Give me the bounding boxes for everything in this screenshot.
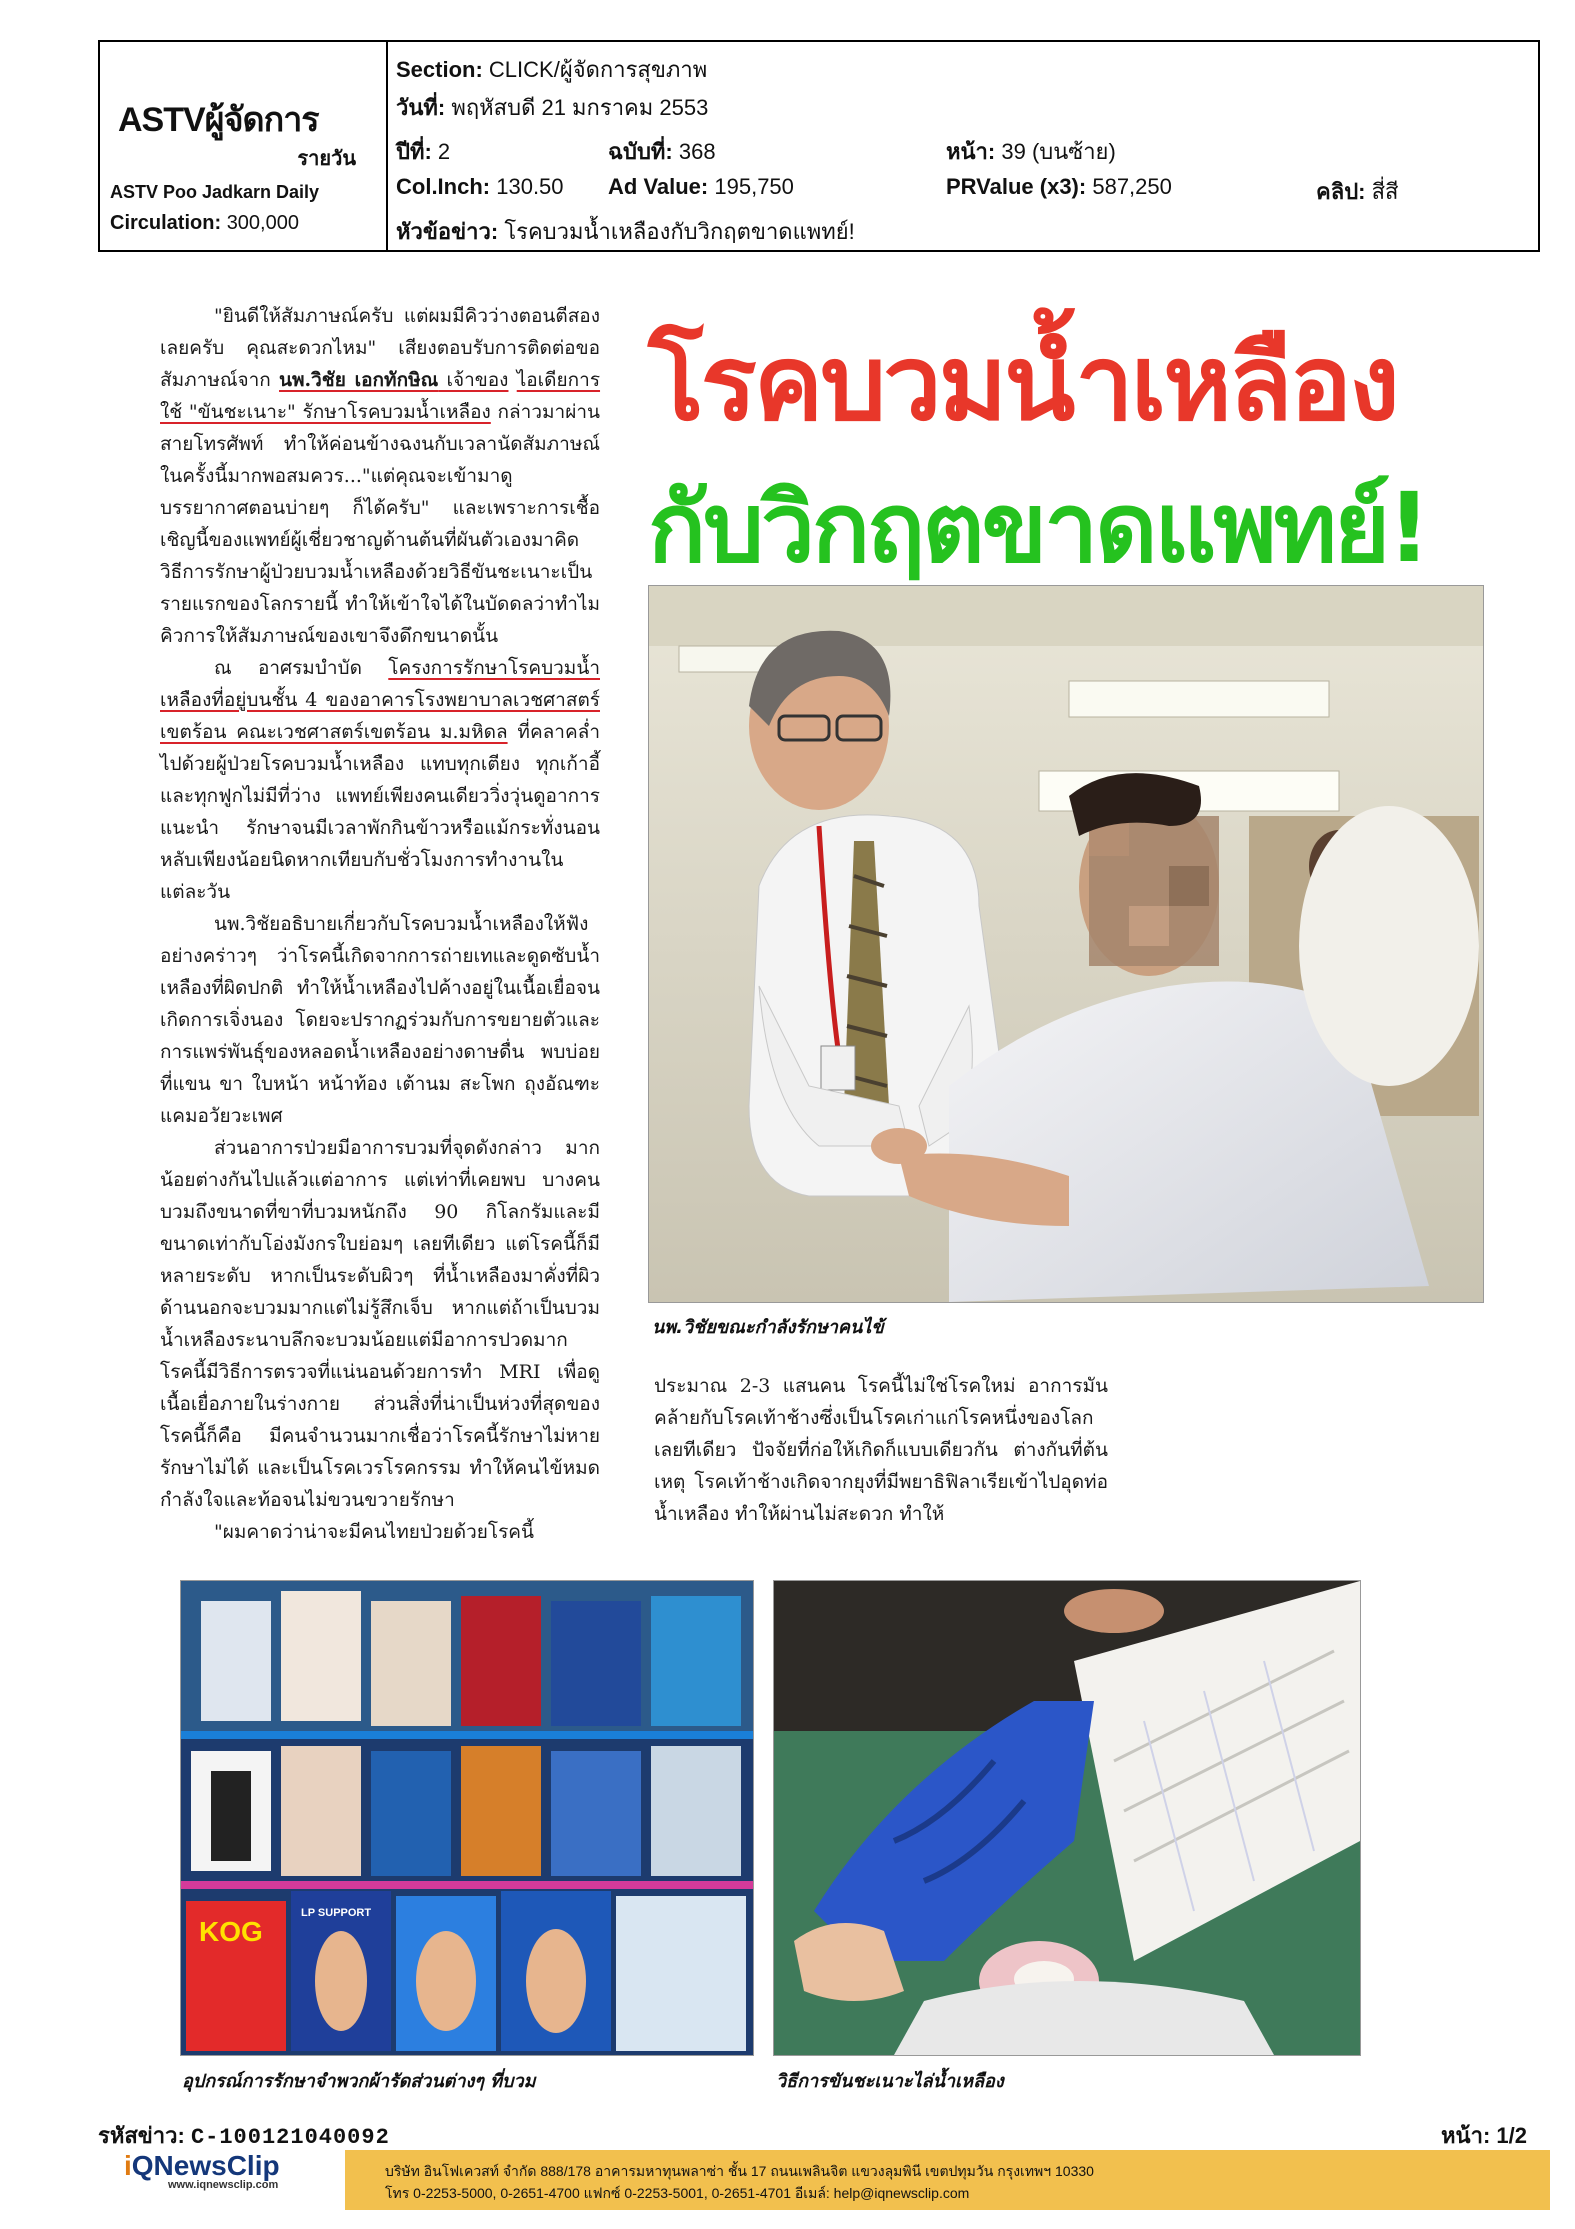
page-label: หน้า: [946,139,996,164]
clip-field [1316,174,1398,209]
article-title-line1: โรคบวมน้ำเหลือง [648,322,1397,444]
p2-text-b: โครงการรักษาโรคบวมน้ำเหลืองที่อยู่บนชั้น 4 ของอาคารโรงพยาบาลเวชศาสตร์เขตร้อน คณะเวชศาสตร์เขตร้อน ม.มหิดล [160,657,600,743]
date-label: วันที่: [396,95,446,120]
page-value: 39 (บนซ้าย) [1001,139,1116,164]
advalue-field [608,174,794,200]
issue-field [608,134,716,169]
advalue-label: Ad Value: [608,174,709,199]
brand-i: i [124,2150,132,2181]
page-number [1441,2118,1527,2153]
p1-text-a: "ยินดีให้สัมภาษณ์ครับ แต่ผมมีคิวว่างตอนตีสองเลยครับ คุณสะดวกไหม" เสียงตอบรับการติดต่อขอสัมภาษณ์จาก [160,305,600,391]
circulation-label: Circulation: [110,212,222,234]
paragraph-5: "ผมคาดว่าน่าจะมีคนไทยป่วยด้วยโรคนี้ [214,1521,534,1543]
news-code [98,2118,390,2153]
photo-doctor-treating-patient [648,585,1484,1303]
headline-label: หัวข้อข่าว: [396,219,499,244]
article-column-left [160,300,600,1548]
caption-leg: วิธีการขันชะเนาะไล่น้ำเหลือง [776,2071,1004,2092]
section-value: CLICK/ผู้จัดการสุขภาพ [488,57,708,82]
headline-value: โรคบวมน้ำเหลืองกับวิกฤตขาดแพทย์! [504,219,855,244]
kog-brand-text: KOG [199,1916,263,1947]
newspaper-logo [118,92,378,174]
iqnewsclip-brand [124,2150,280,2182]
p2-text-c: ที่คลาคล่ำไปด้วยผู้ป่วยโรคบวมน้ำเหลือง แทบทุกเตียง ทุกเก้าอี้ และทุกฟูกไม่มีที่ว่าง แพทย์เพียงคนเดียววิ่งวุ่นดูอาการ แนะนำ รักษาจนมีเวลาพักกินข้าวหรือแม้กระทั่งนอนหลับเพียงน้อยนิดหากเทียบกับชั่วโมงการทำงานในแต่ละวัน [160,721,600,903]
p1-text-c: เจ้าของ [438,369,509,391]
article-title-line2: กับวิกฤตขาดแพทย์! [648,472,1428,584]
clip-value: สี่สี [1371,179,1399,204]
p1-text-e: กล่าวมาผ่านสายโทรศัพท์ ทำให้ค่อนข้างฉงนกับเวลานัดสัมภาษณ์ในครั้งนี้มากพอสมควร..."แต่คุณจะเข้ามาดูบรรยากาศตอนบ่ายๆ ก็ได้ครับ" และเพราะการเชื้อเชิญนี้ของแพทย์ผู้เชี่ยวชาญด้านต้นที่ผันตัวเองมาคิดวิธีการรักษาผู้ป่วยบวมน้ำเหลืองด้วยวิธีขันชะเนาะเป็นรายแรกของโลกรายนี้ ทำให้เข้าใจได้ในบัดดลว่าทำไมคิวการให้สัมภาษณ์ของเขาจึงดึกขนาดนั้น [160,401,600,647]
header-divider [386,42,388,250]
clip-label: คลิป: [1316,179,1366,204]
footer-address: บริษัท อินโฟเควสท์ จำกัด 888/178 อาคารมหาทุนพลาซ่า ชั้น 17 ถนนเพลินจิต แขวงลุมพินี เขตปทุมวัน กรุงเทพฯ 10330 [385,2163,1094,2179]
news-code-value: C-100121040092 [190,2125,390,2150]
brand-url: www.iqnewsclip.com [168,2179,279,2191]
prvalue-field [946,174,1172,200]
circulation-value: 300,000 [226,212,299,234]
paragraph-4: ส่วนอาการป่วยมีอาการบวมที่จุดดังกล่าว มากน้อยต่างกันไปแล้วแต่อาการ แต่เท่าที่เคยพบ บางคนบวมถึงขนาดที่ขาที่บวมหนักถึง 90 กิโลกรัมและมีขนาดเท่ากับโอ่งมังกรใบย่อมๆ เลยทีเดียว แต่โรคนี้ก็มีหลายระดับ หากเป็นระดับผิวๆ ที่น้ำเหลืองมาคั่งที่ผิวด้านนอกจะบวมมากแต่ไม่รู้สึกเจ็บ หากแต่ถ้าเป็นบวมน้ำเหลืองระนาบลึกจะบวมน้อยแต่มีอาการปวดมาก โรคนี้มีวิธีการตรวจที่แน่นอนด้วยการทำ MRI เพื่อดูเนื้อเยื่อภายในร่างกาย ส่วนสิ่งที่น่าเป็นห่วงที่สุดของโรคนี้ก็คือ มีคนจำนวนมากเชื่อว่าโรคนี้รักษาไม่หาย รักษาไม่ได้ และเป็นโรคเวรโรคกรรม ทำให้คนไข้หมดกำลังใจและท้อจนไม่ขวนขวายรักษา [160,1137,600,1511]
headline-field [396,214,855,249]
year-value: 2 [437,139,451,164]
page-field [946,134,1116,169]
prvalue-label: PRValue (x3): [946,174,1087,199]
paragraph-2 [160,652,600,908]
paragraph-1 [160,300,600,652]
logo-main: ASTVผู้จัดการ [118,101,319,139]
prvalue-value: 587,250 [1092,174,1172,199]
advalue-value: 195,750 [714,174,794,199]
iqnewsclip-logo [124,2150,280,2191]
issue-label: ฉบับที่: [608,139,673,164]
circulation [110,212,299,235]
colinch-label: Col.Inch: [396,174,491,199]
year-field [396,134,450,169]
photo-compression-products [180,1580,754,2056]
clip-header [98,40,1540,252]
colinch-value: 130.50 [496,174,564,199]
p1-text-d: ไอเดียการใช้ "ขันชะเนาะ" รักษาโรคบวมน้ำเหลือง [160,369,601,423]
issue-value: 368 [678,139,716,164]
brand-rest: QNewsClip [131,2150,280,2181]
news-code-label: รหัสข่าว: [98,2123,185,2148]
paper-name: ASTV Poo Jadkarn Daily [110,182,320,202]
doctor-name: นพ.วิชัย เอกทักษิณ [279,369,439,391]
photo-leg-bandaging [773,1580,1361,2056]
footer-contact: โทร 0-2253-5000, 0-2651-4700 แฟกซ์ 0-2253-5001, 0-2651-4701 อีเมล์: help@iqnewsclip.com [385,2185,970,2201]
paragraph-right-1: ประมาณ 2-3 แสนคน โรคนี้ไม่ใช่โรคใหม่ อาการมันคล้ายกับโรคเท้าช้างซึ่งเป็นโรคเก่าแก่โรคหนึ่งของโลกเลยทีเดียว ปัจจัยที่ก่อให้เกิดก็แบบเดียวกัน ต่างกันที่ต้นเหตุ โรคเท้าช้างเกิดจากยุงที่มีพยาธิฟิลาเรียเข้าไปอุดท่อน้ำเหลือง ทำให้ผ่านไม่สะดวก ทำให้ [654,1375,1108,1525]
article-column-right [654,1370,1108,1530]
date-field [396,90,708,125]
logo-sub: รายวัน [297,148,356,170]
colinch-field [396,174,564,200]
year-label: ปีที่: [396,139,432,164]
date-value: พฤหัสบดี 21 มกราคม 2553 [451,95,709,120]
p2-text-a: ณ อาศรมบำบัด [214,657,389,679]
section-label: Section: [396,57,483,82]
caption-products: อุปกรณ์การรักษาจำพวกผ้ารัดส่วนต่างๆ ที่บวม [182,2071,536,2092]
lp-brand-text: LP SUPPORT [301,1907,372,1919]
caption-doctor: นพ.วิชัยขณะกำลังรักษาคนไข้ [652,1317,884,1338]
paragraph-3: นพ.วิชัยอธิบายเกี่ยวกับโรคบวมน้ำเหลืองให้ฟังอย่างคร่าวๆ ว่าโรคนี้เกิดจากการถ่ายเทและดูดซับน้ำเหลืองที่ผิดปกติ ทำให้น้ำเหลืองไปค้างอยู่ในเนื้อเยื่อจนเกิดการเจิ่งนอง โดยจะปรากฏร่วมกับการขยายตัวและการแพร่พันธุ์ของหลอดน้ำเหลืองอย่างดาษดื่น พบบ่อยที่แขน ขา ใบหน้า หน้าท้อง เต้านม สะโพก ถุงอัณฑะ แคมอวัยวะเพศ [160,913,600,1127]
page-number-value: 1/2 [1496,2123,1527,2148]
section-field [396,52,707,87]
page-number-label: หน้า: [1441,2123,1491,2148]
